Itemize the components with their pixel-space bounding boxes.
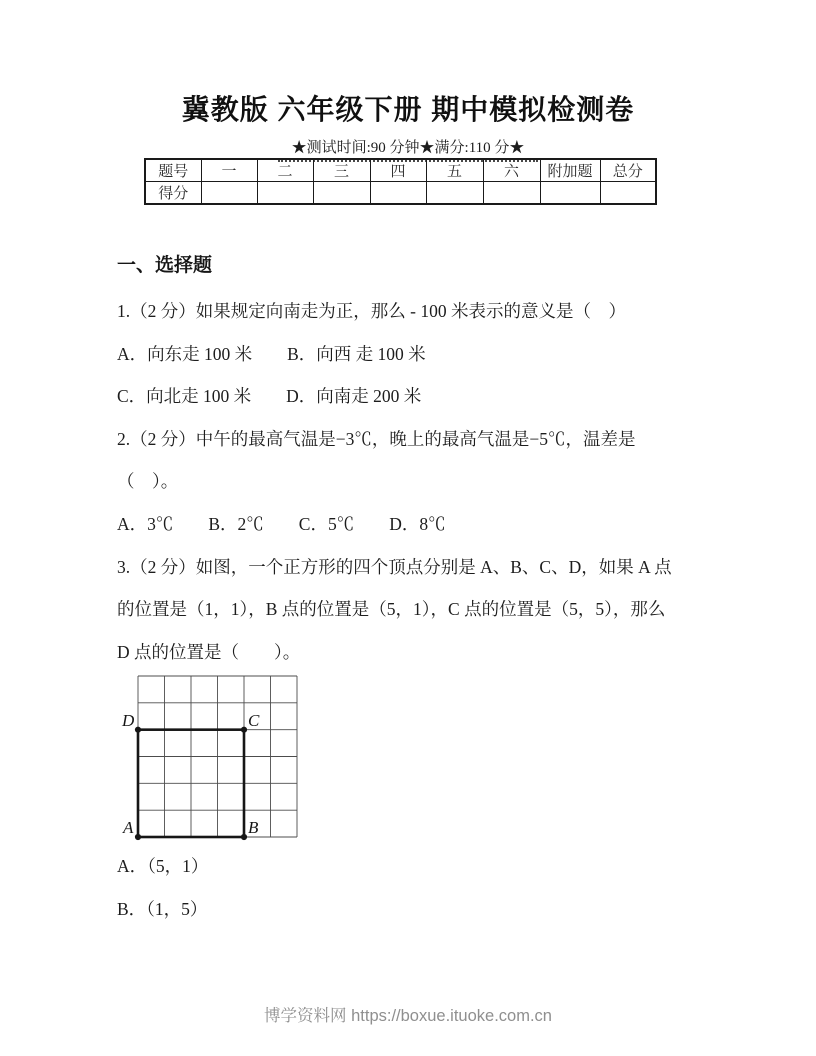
vertex-label-a: A (123, 818, 134, 838)
score-cell-empty (201, 182, 257, 205)
question-1-stem: 1.（2 分）如果规定向南走为正，那么 - 100 米表示的意义是（ ） (117, 301, 626, 321)
question-2-stem-line2: （ ）。 (117, 471, 179, 492)
question-3-stem-line2: 的位置是（1，1），B 点的位置是（5，1），C 点的位置是（5，5），那么 (117, 599, 666, 620)
vertex-label-c: C (248, 711, 260, 731)
question-1-options-cd: C．向北走 100 米 D．向南走 200 米 (117, 386, 422, 407)
score-header-cell: 三 (313, 159, 370, 182)
grid-lines (138, 676, 297, 837)
score-header-cell: 四 (370, 159, 426, 182)
score-header-cell: 总分 (600, 159, 656, 182)
score-table (144, 158, 657, 205)
exam-meta-line: ★测试时间:90 分钟★满分:110 分★ (278, 136, 539, 162)
question-1-options-ab: A．向东走 100 米 B．向西 走 100 米 (117, 343, 426, 364)
score-header-cell: 一 (201, 159, 257, 182)
score-row-label: 得分 (145, 182, 201, 205)
page-title: 冀教版 六年级下册 期中模拟检测卷 (181, 94, 635, 125)
page-footer: 博学资料网 https://boxue.ituoke.com.cn (264, 1007, 552, 1025)
score-header-cell: 六 (483, 159, 540, 182)
square-grid-figure (117, 673, 327, 845)
score-cell-empty (370, 182, 426, 205)
score-header-cell: 题号 (145, 159, 201, 182)
question-2-options: A．3℃ B．2℃ C．5℃ D．8℃ (117, 513, 446, 534)
question-3-stem-line1: 3.（2 分）如图，一个正方形的四个顶点分别是 A、B、C、D，如果 A 点 (117, 556, 672, 577)
score-header-cell: 二 (257, 159, 313, 182)
question-list (117, 290, 717, 931)
question-3-option-b: B．（1，5） (117, 898, 208, 919)
score-header-cell: 附加题 (540, 159, 600, 182)
question-3-stem-line3: D 点的位置是（ ）。 (117, 641, 301, 662)
score-cell-empty (313, 182, 370, 205)
score-table-header-row (145, 159, 656, 182)
score-cell-empty (257, 182, 313, 205)
score-table-value-row (145, 182, 656, 205)
score-cell-empty (483, 182, 540, 205)
score-cell-empty (600, 182, 656, 205)
vertex-label-b: B (248, 818, 259, 838)
question-2-stem-line1: 2.（2 分）中午的最高气温是−3℃，晚上的最高气温是−5℃，温差是 (117, 428, 636, 449)
section-heading: 一、选择题 (117, 255, 213, 276)
question-3-option-a: A．（5，1） (117, 856, 209, 877)
score-cell-empty (426, 182, 483, 205)
vertex-label-d: D (122, 711, 135, 731)
score-cell-empty (540, 182, 600, 205)
score-header-cell: 五 (426, 159, 483, 182)
